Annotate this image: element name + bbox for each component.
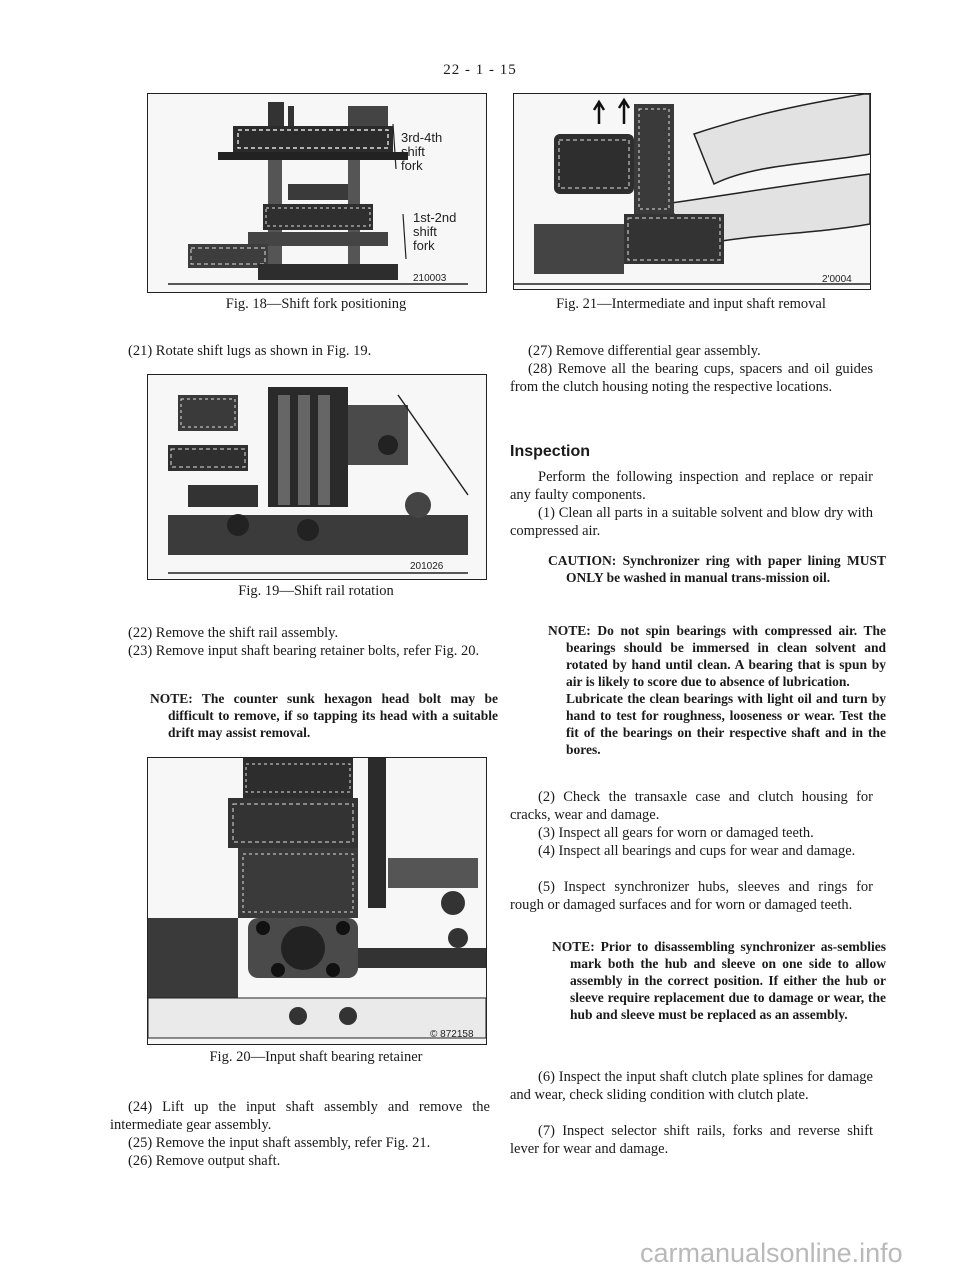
- fig18-code: 210003: [413, 273, 447, 284]
- step-22: (22) Remove the shift rail assembly.: [128, 625, 339, 641]
- inspection-step-3: (3) Inspect all gears for worn or damaged teeth.: [538, 825, 814, 841]
- step-28: (28) Remove all the bearing cups, spacers and oil guides from the clutch housing noting the respective locations.: [510, 361, 873, 395]
- step-26: (26) Remove output shaft.: [128, 1153, 281, 1169]
- caution-text: CAUTION: Synchronizer ring with paper lining MUST ONLY be washed in manual trans-mission oil.: [548, 553, 886, 585]
- page-number: 22 - 1 - 15: [443, 62, 517, 78]
- figure-20-caption: Fig. 20—Input shaft bearing retainer: [209, 1049, 423, 1065]
- figure-21-image: [513, 93, 871, 290]
- inspection-step-7: (7) Inspect selector shift rails, forks and reverse shift lever for wear and damage.: [510, 1123, 873, 1157]
- intermediate-shaft-illustration: [514, 94, 870, 289]
- note-2a-text: NOTE: Do not spin bearings with compressed air. The bearings should be immersed in clean solvent and rotated by hand until clean. A bearing that is spun by air is likely to score due to absence of lubrication.: [548, 623, 886, 689]
- step-25: (25) Remove the input shaft assembly, refer Fig. 21.: [128, 1135, 431, 1151]
- fig18-label-b-line1: 1st-2nd: [413, 210, 457, 225]
- bearing-retainer-illustration: [148, 758, 486, 1044]
- inspection-step-6: (6) Inspect the input shaft clutch plate splines for damage and wear, check sliding condition with clutch plate.: [510, 1069, 873, 1103]
- fig20-code: © 872158: [430, 1029, 474, 1040]
- figure-18-caption: Fig. 18—Shift fork positioning: [225, 296, 407, 312]
- step-24: (24) Lift up the input shaft assembly and remove the intermediate gear assembly.: [110, 1099, 490, 1133]
- step-27: (27) Remove differential gear assembly.: [528, 343, 761, 359]
- step-21: (21) Rotate shift lugs as shown in Fig. 19.: [128, 343, 372, 359]
- watermark: carmanualsonline.info: [640, 1238, 903, 1268]
- caution-synchronizer-ring: [548, 552, 886, 586]
- note-synchronizer-assemblies: [552, 938, 886, 1023]
- note-1-text: NOTE: The counter sunk hexagon head bolt may be difficult to remove, if so tapping its head with a suitable drift may assist removal.: [150, 691, 498, 740]
- note-3-text: NOTE: Prior to disassembling synchronizer as-semblies mark both the hub and sleeve on one side to allow assembly in the correct position. If either the hub or sleeve require replacement due to damage or wear, the hub and sleeve must be replaced as an assembly.: [552, 939, 886, 1022]
- fig18-label-b-line2: shift: [413, 224, 437, 239]
- note-2b-text: Lubricate the clean bearings with light oil and turn by hand to test for roughness, looseness or wear. Test the fit of the bearings on their respective shaft and in the bores.: [566, 691, 886, 757]
- fig21-code: 2'0004: [822, 274, 852, 285]
- fig19-code: 201026: [410, 561, 444, 572]
- note-counter-sunk-bolt: [150, 690, 498, 741]
- fig18-label-b-line3: fork: [413, 238, 435, 253]
- figure-19-image: [147, 374, 487, 580]
- figure-18-image: [147, 93, 487, 293]
- step-23: (23) Remove input shaft bearing retainer bolts, refer Fig. 20.: [128, 643, 480, 659]
- fig18-label-a-line2: shift: [401, 144, 425, 159]
- figure-21-caption: Fig. 21—Intermediate and input shaft removal: [556, 296, 826, 312]
- note-bearings: [548, 622, 886, 758]
- gear-diagram-illustration: [148, 94, 486, 292]
- fig18-label-a-line1: 3rd-4th: [401, 130, 443, 145]
- inspection-heading: Inspection: [510, 443, 591, 460]
- inspection-step-2: (2) Check the transaxle case and clutch housing for cracks, wear and damage.: [510, 789, 873, 823]
- inspection-step-5: (5) Inspect synchronizer hubs, sleeves and rings for rough or damaged surfaces and for worn or damaged teeth.: [510, 879, 873, 913]
- figure-19-caption: Fig. 19—Shift rail rotation: [238, 583, 394, 599]
- inspection-intro: Perform the following inspection and replace or repair any faulty components.: [510, 469, 873, 503]
- inspection-step-1: (1) Clean all parts in a suitable solvent and blow dry with compressed air.: [510, 505, 873, 539]
- shift-rail-illustration: [148, 375, 486, 579]
- inspection-step-4: (4) Inspect all bearings and cups for wear and damage.: [538, 843, 856, 859]
- fig18-label-a-line3: fork: [401, 158, 423, 173]
- figure-20-image: [147, 757, 487, 1045]
